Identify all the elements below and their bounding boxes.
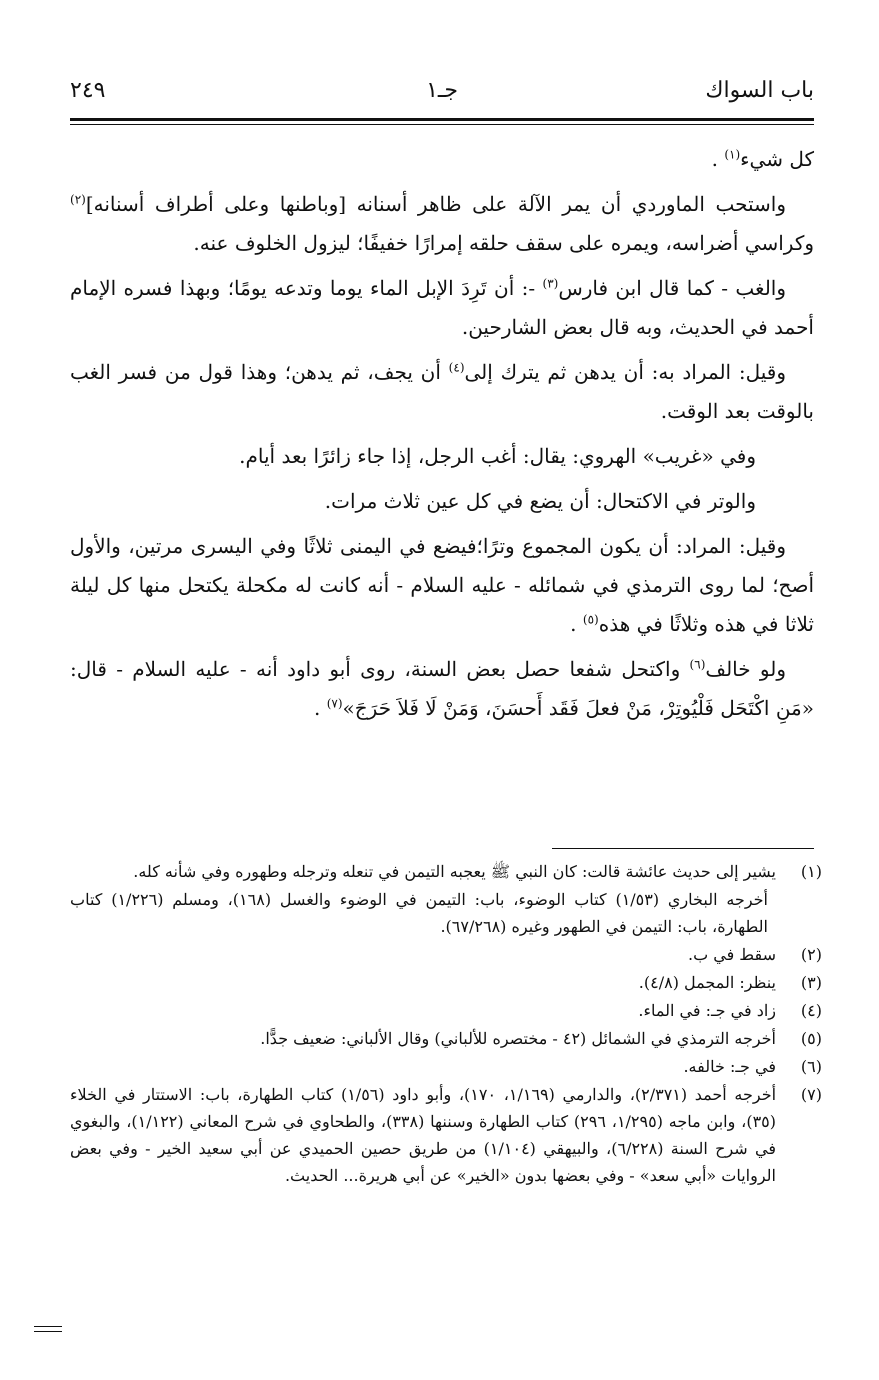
footnote-ref-5: (٥) [582,612,599,627]
footnote-number: (٥) [800,1029,822,1048]
paragraph-8: ولو خالف$^{(٦)}$ واكتحل شفعا حصل بعض السنة، روى أبو داود أنه - عليه السلام - قال: «مَنِ اكْتَحَل فَلْيُوتِرْ، مَنْ فعلَ فَقَد أَحسَنَ، وَمَنْ لَا فَلاَ حَرَجَ»$^{(٧)}$ . [70,657,814,720]
footnote-item [70,969,822,996]
page-number: ٢٤٩ [70,78,106,103]
footnote-ref-7: (٧) [326,696,343,711]
header-rule-thick [70,118,814,121]
footnote-text: زاد في جـ: في الماء. [638,1001,776,1020]
footnote-separator [552,848,814,849]
footnote-text: في جـ: خالفه. [683,1057,776,1076]
footnote-item [70,1081,822,1189]
footnote-ref-1: (١) [724,147,741,162]
footnote-text: أخرجه الترمذي في الشمائل (٤٢ - مختصره للألباني) وقال الألباني: ضعيف جدًّا. [260,1029,776,1048]
volume-label: جـ١ [426,78,458,103]
footnote-number: (٧) [800,1085,822,1104]
footnote-ref-3: (٣) [542,276,559,291]
continuation-mark [34,1326,62,1336]
footnote-continuation [70,886,822,940]
paragraph-7: وقيل: المراد: أن يكون المجموع وترًا؛فيضع في اليمنى ثلاثًا وفي اليسرى مرتين، والأول أصح؛ لما روى الترمذي في شمائله - عليه السلام - أنه كانت له مكحلة يكتحل منها كل ليلة ثلاثا في هذه وثلاثًا في هذه$^{(٥)}$ . [70,534,814,636]
footnote-number: (٢) [800,945,822,964]
footnote-item [70,997,822,1024]
footnote-text: يشير إلى حديث عائشة قالت: كان النبي ﷺ يعجبه التيمن في تنعله وترجله وطهوره وفي شأنه كله. [133,862,776,881]
paragraph-4: وقيل: المراد به: أن يدهن ثم يترك إلى$^{(٤)}$ أن يجف، ثم يدهن؛ وهذا قول من فسر الغب بالوقت بعد الوقت. [70,360,814,423]
paragraph-5: وفي «غريب» الهروي: يقال: أغب الرجل، إذا جاء زائرًا بعد أيام. [239,444,756,468]
footnote-text: سقط في ب. [688,945,776,964]
footnote-ref-6: (٦) [689,657,706,672]
main-text [70,140,814,734]
footnote-item [70,858,822,885]
footnote-number: (٣) [800,973,822,992]
chapter-title: باب السواك [705,78,814,103]
running-header [70,70,814,110]
paragraph-1: كل شيء$^{(١)}$ . [711,147,814,171]
header-rule-thin [70,124,814,125]
footnote-number: (٤) [800,1001,822,1020]
footnote-item [70,1025,822,1052]
footnote-ref-2: (٢) [70,192,86,207]
footnote-item [70,1053,822,1080]
footnote-number: (١) [800,862,822,881]
footnote-item [70,941,822,968]
paragraph-6: والوتر في الاكتحال: أن يضع في كل عين ثلاث مرات. [324,489,756,513]
footnote-ref-4: (٤) [448,360,465,375]
footnote-number: (٦) [800,1057,822,1076]
footnote-text: ينظر: المجمل (٤/٨). [638,973,776,992]
paragraph-2: واستحب الماوردي أن يمر الآلة على ظاهر أسنانه [وباطنها وعلى أطراف أسنانه]$^{(٢)}$ وكراسي أضراسه، ويمره على سقف حلقه إمرارًا خفيفًا؛ ليزول الخلوف عنه. [70,192,814,255]
footnote-text: أخرجه البخاري (١/٥٣) كتاب الوضوء، باب: التيمن في الوضوء والغسل (١٦٨)، ومسلم (١/٢٢٦) كتاب الطهارة، باب: التيمن في الطهور وغيره (٦٧/٢٦٨). [70,890,768,936]
paragraph-3: والغب - كما قال ابن فارس$^{(٣)}$ -: أن تَرِدَ الإبل الماء يوما وتدعه يومًا؛ وبهذا فسره الإمام أحمد في الحديث، وبه قال بعض الشارحين. [70,276,814,339]
footnote-text: أخرجه أحمد (٢/٣٧١)، والدارمي (١/١٦٩، ١٧٠)، وأبو داود (١/٥٦) كتاب الطهارة، باب: الاستتار في الخلاء (٣٥)، وابن ماجه (١/٢٩٥، ٢٩٦) كتاب الطهارة وسننها (٣٣٨)، والطحاوي في شرح المعاني (١/١٢٢)، والبغوي في شرح السنة (٦/٢٢٨)، والبيهقي (١/١٠٤) من طريق حصين الحميدي عن أبي سعيد الخير - وفي بعض الروايات «أبي سعد» - وفي بعضها بدون «الخير» عن أبي هريرة... الحديث. [70,1085,777,1185]
footnotes [70,858,822,1190]
